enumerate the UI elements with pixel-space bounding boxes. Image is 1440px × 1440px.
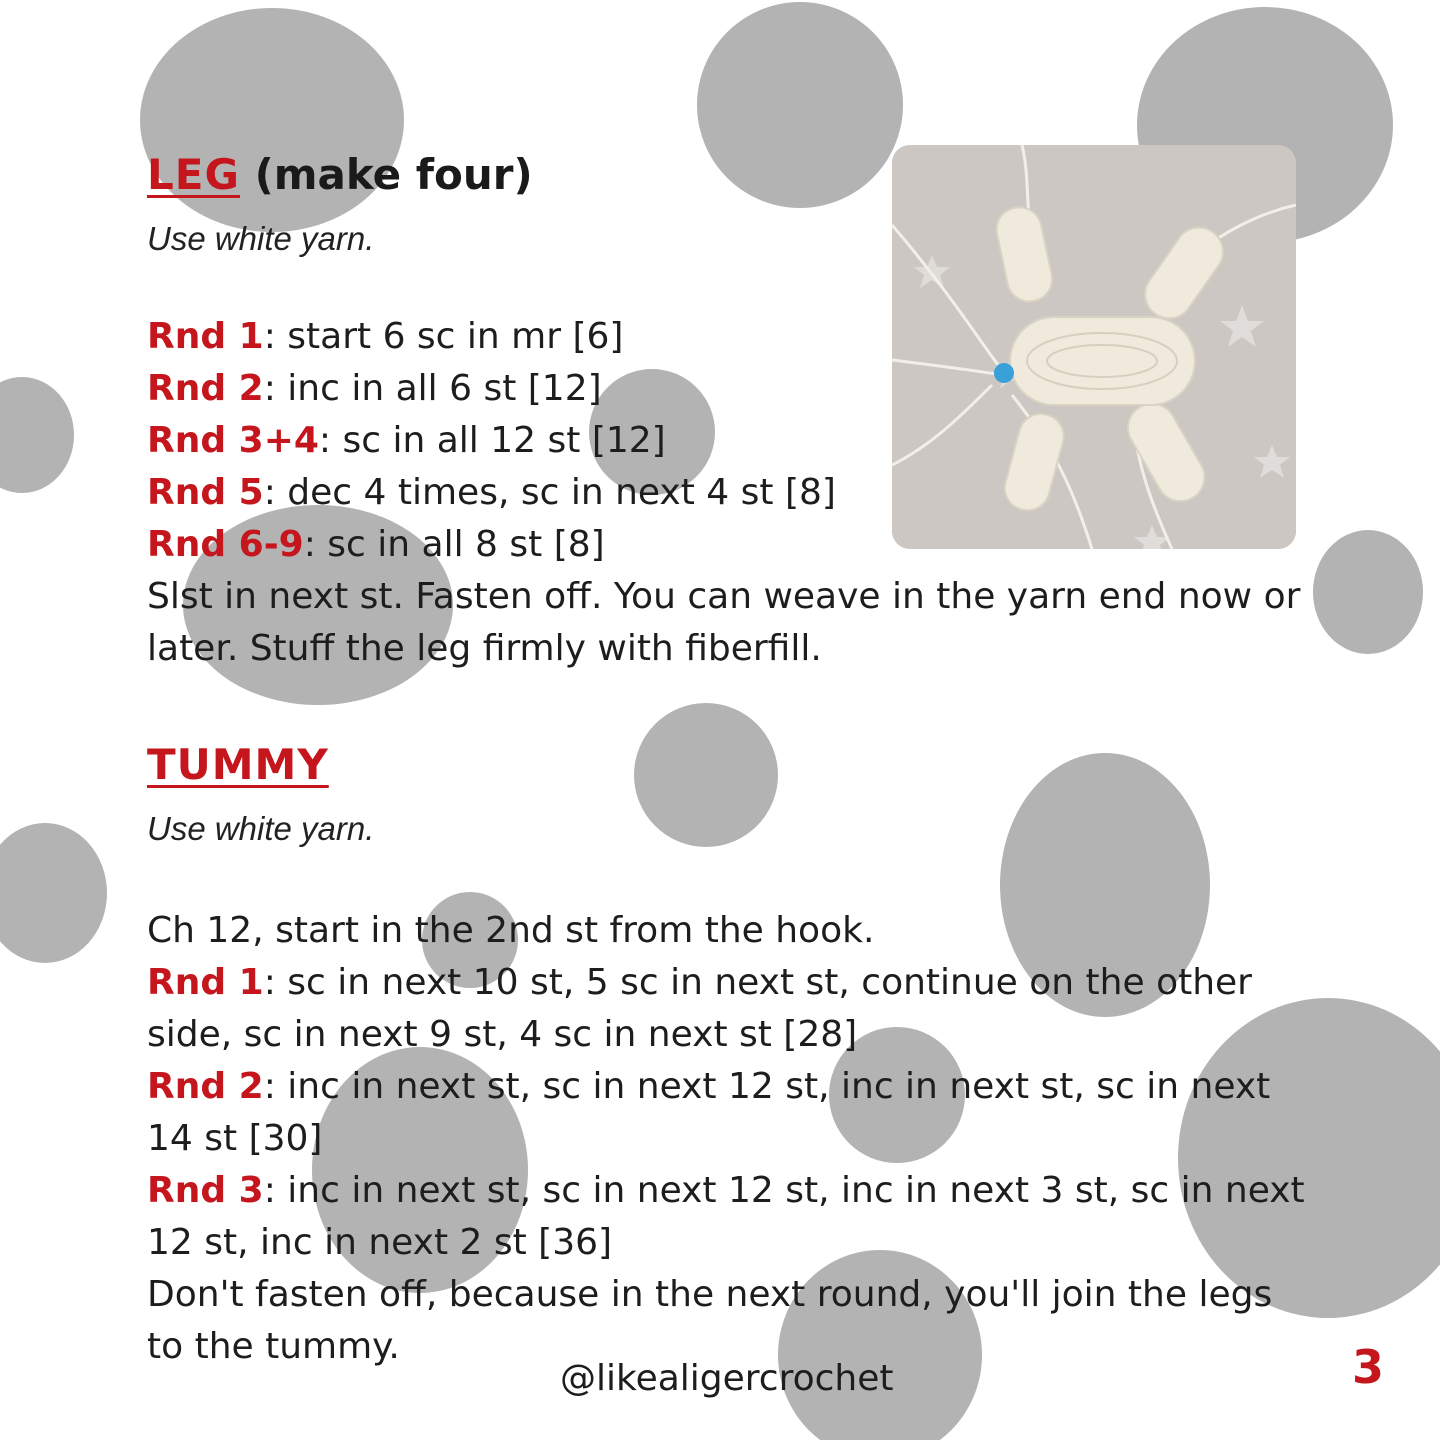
round-label: Rnd 5	[147, 472, 264, 513]
tummy-finish-text: Don't fasten off, because in the next round, you'll join the legs to the tummy.	[147, 1274, 1273, 1367]
leg-section-title	[147, 150, 533, 199]
leg-yarn-note: Use white yarn.	[147, 220, 375, 257]
round-text: : inc in next st, sc in next 12 st, inc in next st, sc in next 14 st [30]	[147, 1066, 1271, 1159]
tummy-instructions	[147, 905, 1307, 1373]
crochet-pieces-photo	[892, 145, 1296, 549]
round-line	[147, 957, 1307, 1061]
tummy-title-highlight: TUMMY	[147, 740, 329, 789]
tummy-yarn-note: Use white yarn.	[147, 810, 375, 847]
round-line	[147, 1061, 1307, 1165]
tummy-start-text: Ch 12, start in the 2nd st from the hook.	[147, 910, 875, 951]
leg-title-subtitle: (make four)	[254, 150, 533, 199]
round-text: : dec 4 times, sc in next 4 st [8]	[263, 472, 836, 513]
round-label: Rnd 3	[147, 1170, 264, 1211]
round-text: : inc in all 6 st [12]	[263, 368, 602, 409]
round-label: Rnd 6-9	[147, 524, 304, 565]
round-text: : inc in next st, sc in next 12 st, inc in next 3 st, sc in next 12 st, inc in next 2 st [36]	[147, 1170, 1305, 1263]
round-text: : sc in all 8 st [8]	[303, 524, 605, 565]
round-text: : start 6 sc in mr [6]	[263, 316, 624, 357]
round-label: Rnd 1	[147, 962, 264, 1003]
round-label: Rnd 3+4	[147, 420, 319, 461]
leg-finish-text: Slst in next st. Fasten off. You can weave in the yarn end now or later. Stuff the leg firmly with fiberfill.	[147, 576, 1301, 669]
round-text: : sc in all 12 st [12]	[318, 420, 666, 461]
page-number: 3	[1352, 1340, 1385, 1394]
tummy-section-title	[147, 740, 329, 789]
round-line	[147, 1165, 1307, 1269]
social-handle: @likealigercrochet	[560, 1358, 894, 1399]
round-label: Rnd 2	[147, 1066, 264, 1107]
round-label: Rnd 1	[147, 316, 264, 357]
leg-title-highlight: LEG	[147, 150, 240, 199]
round-text: : sc in next 10 st, 5 sc in next st, continue on the other side, sc in next 9 st, 4 sc in next st [28]	[147, 962, 1252, 1055]
round-label: Rnd 2	[147, 368, 264, 409]
